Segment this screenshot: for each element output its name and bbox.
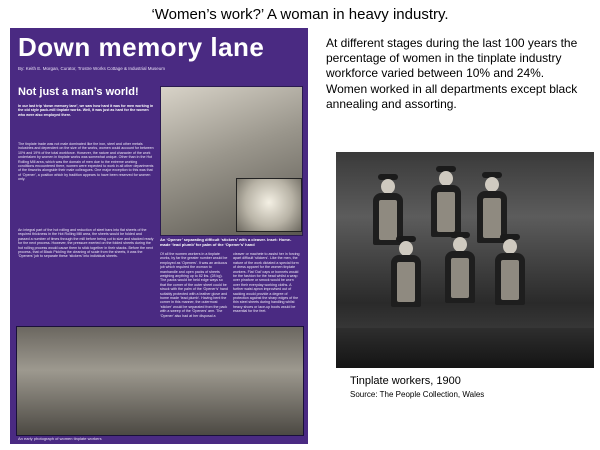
fact-percentage: At different stages during the last 100 years the percentage of women in the tinplate industry workforce varied between 10% and 24%.	[326, 36, 578, 81]
photo-ground	[336, 328, 594, 368]
magazine-article-image	[10, 28, 308, 444]
opener-photo-caption: An ‘Opener’ separating difficult ‘stickers’ with a cleaver. Inset: Home-made ‘lead plumb’ for palm of the ‘Opener’s’ hand	[160, 237, 292, 247]
magazine-column-2: Of all the women workers in a tinplate works, by far the greater number would be employed as ‘Openers’. It was an arduous job which required the woman to manhandle and open packs of sheets weighing anything up to 82 lbs. (28 kg). The packs would be held edge ways so that the corner of the outer sheet could be struck with the palm of the ‘Opener’s’ hand suitably protected with a leather glove and home made ‘lead plumb’. Having bent the corner in this manner, the outermost ‘sticker’ would be separated from the pack with a sweep of the ‘Openers’ arm. The ‘Opener’ also had at her disposal a	[160, 252, 228, 318]
lead-plumb-inset-photo	[236, 178, 302, 232]
facts-text	[326, 36, 594, 112]
tinplate-workers-photo	[336, 152, 594, 368]
group-photo-caption: An early photograph of women tinplate workers	[18, 436, 102, 441]
women-workers-group-photo	[16, 326, 304, 436]
magazine-byline: By: Keith E. Morgan, Curator, Trostre Works Cottage & Industrial Museum	[18, 66, 165, 71]
magazine-intro: In our last trip ‘down memory lane’, we saw how hard it was for men working in the old style pack-mill tinplate works. Well, it was just as hard for the women who were also employed there.	[18, 104, 154, 117]
fact-departments: Women worked in all departments except black annealing and assorting.	[326, 81, 578, 111]
magazine-column-1b: An integral part of the hot rolling and reduction of steel bars into flat sheets of the required thickness in the Hot Rolling Mill area, the sheets would be folded and passed a number of times through the mill before being cut to size and stacked ready for the next process. However, the pressure exerted on the folded sheets during the hot rolling process would cause them to stick together in their stacks. Before the next process, that of Black Pickling the cleaning of scale from the sheets, it was the ‘Openers’ job to separate these ‘stickers’ into individual sheets.	[18, 228, 154, 259]
slide-title: ‘Women’s work?’ A woman in heavy industry.	[151, 6, 449, 23]
photo-caption: Tinplate workers, 1900	[350, 375, 461, 387]
magazine-subheading: Not just a man’s world!	[18, 86, 139, 98]
magazine-column-1: The tinplate trade was not male dominated like the iron, steel and other metals industries and dependent on the size of the works, women could account for between 10% and 19% of the total workforce. However, the nature and character of the work undertaken by women in tinplate works was somewhat unique. Other than in the Hot Rolling Mill area, which was the domain of men due to the extreme working conditions encountered there, women were expected to work in all other departments of the tinworks alongside their male colleagues. One major exception to this was that of ‘Opener’, a position which by tradition appears to have been reserved for women only.	[18, 142, 154, 182]
photo-source: Source: The People Collection, Wales	[350, 390, 485, 399]
magazine-headline: Down memory lane	[18, 32, 265, 62]
magazine-column-3: cleaver or machete to assist her in forcing apart difficult ‘stickers’. Like the men, the nature of the work dictated a special form of dress apparel for the women tinplate workers. Flat ‘Dai’ caps or bonnets would be the fashion for the head whilst a wrap over pinafore or smock would be worn over their everyday working cloths. A further waist apron improvised out of sacking would provide a degree of protection against the sharp edges of the thin steel sheets during handling whilst heavy shoes or lace-up boots would be essential for the feet.	[233, 252, 300, 314]
